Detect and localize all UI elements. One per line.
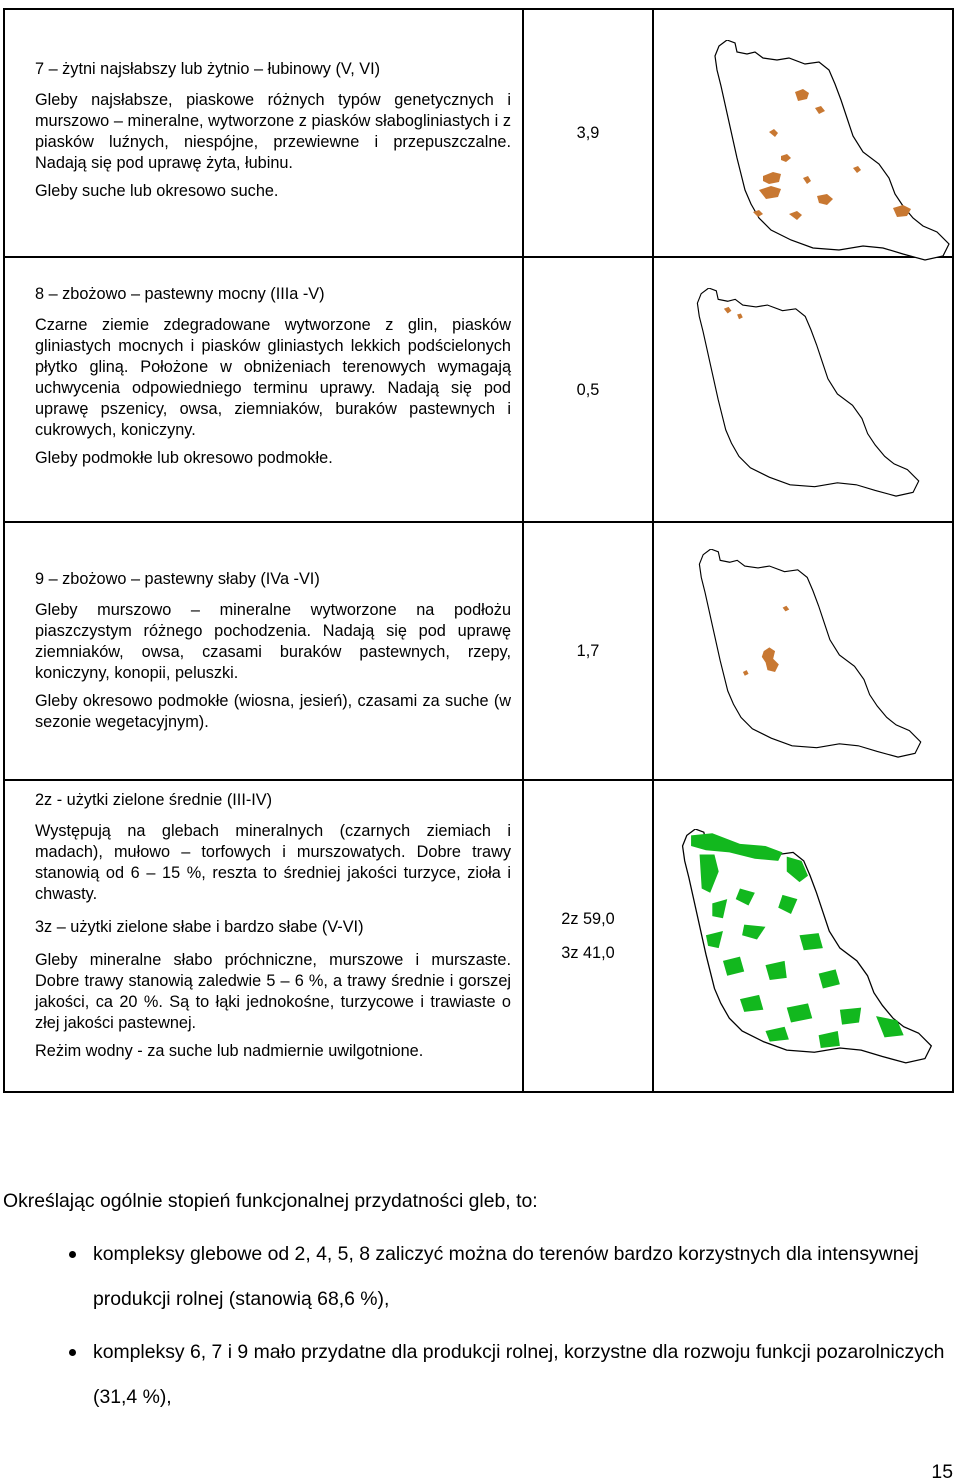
description-cell <box>5 10 524 256</box>
map-cell <box>654 523 952 779</box>
complex-title: 2z - użytki zielone średnie (III-IV) <box>35 791 273 809</box>
list-item <box>3 1232 953 1322</box>
list-item <box>3 1330 953 1420</box>
list-item-text: kompleksy glebowe od 2, 4, 5, 8 zaliczyć można do terenów bardzo korzystnych dla intensywnej produkcji rolnej (stanowią 68,6 %), <box>93 1243 919 1310</box>
complex-description: Gleby murszowo – mineralne wytworzone na podłożu piaszczystym różnego pochodzenia. Nadają się pod uprawę ziemniaków, owsa, czasami buraków pastewnych, rzepy, koniczyny, konopii, peluszki. <box>35 601 511 682</box>
complex-8-map <box>684 288 934 498</box>
grassland-map <box>678 829 938 1065</box>
table-row <box>5 779 952 1091</box>
table-row <box>5 10 952 256</box>
water-regime-note: Gleby suche lub okresowo suche. <box>35 182 279 200</box>
complex-7-map <box>708 40 958 262</box>
share-value: 1,7 <box>576 642 600 660</box>
share-cell <box>524 10 654 256</box>
page-number: 15 <box>931 1461 953 1483</box>
table-row <box>5 521 952 779</box>
complex-description: Czarne ziemie zdegradowane wytworzone z glin, piasków gliniastych mocnych i piasków gliniastych lekkich podścielonych płytko gliną. Położone w obniżeniach terenowych wymagają uchwycenia odpowiedniego terminu uprawy. Nadają się pod uprawę pszenicy, owsa, ziemniaków, buraków pastewnych i cukrowych, koniczyny. <box>35 316 511 439</box>
share-value-2z: 2z 59,0 <box>561 910 615 928</box>
description-cell <box>5 523 524 779</box>
bullet-icon <box>69 1251 76 1258</box>
table-row <box>5 256 952 521</box>
water-regime-note: Gleby okresowo podmokłe (wiosna, jesień), czasami za suche (w sezonie wegetacyjnym). <box>35 692 511 731</box>
share-value: 0,5 <box>576 380 600 399</box>
complex-description: Gleby najsłabsze, piaskowe różnych typów genetycznych i murszowo – mineralne, wytworzone z piasków słabogliniastych i z piasków luźnych, niespójne, przewiewne i przepuszczalne. Nadają się pod uprawę żyta, łubinu. <box>35 91 511 172</box>
complex-description: Gleby mineralne słabo próchniczne, murszowe i murszaste. Dobre trawy stanowią zaledwie 5 – 6 %, a trawy średnie i gorszej jakości, ca 20 %. Są to łąki jednokośne, turzycowe i trawiaste o złej jakości pastewnej. <box>35 951 511 1032</box>
soil-complex-table <box>3 8 954 1093</box>
complex-9-map <box>686 549 936 759</box>
complex-description: Występują na glebach mineralnych (czarnych ziemiach i madach), mułowo – torfowych i murszowatych. Dobre trawy stanowią od 6 – 15 %, reszta to średniej jakości turzyce, zioła i chwasty. <box>35 822 511 903</box>
share-cell <box>524 258 654 521</box>
map-cell <box>654 258 952 521</box>
summary-section <box>3 1190 953 1420</box>
summary-list <box>3 1232 953 1420</box>
complex-title: 7 – żytni najsłabszy lub żytnio – łubinowy (V, VI) <box>35 60 381 78</box>
share-cell <box>524 781 654 1091</box>
share-cell <box>524 523 654 779</box>
list-item-text: kompleksy 6, 7 i 9 mało przydatne dla produkcji rolnej, korzystne dla rozwoju funkcji pozarolniczych (31,4 %), <box>93 1341 945 1408</box>
map-cell <box>654 10 952 256</box>
share-value: 3,9 <box>576 124 600 142</box>
summary-lead: Określając ogólnie stopień funkcjonalnej przydatności gleb, to: <box>3 1190 538 1212</box>
water-regime-note: Gleby podmokłe lub okresowo podmokłe. <box>35 449 333 467</box>
complex-title: 3z – użytki zielone słabe i bardzo słabe (V-VI) <box>35 918 364 936</box>
complex-title: 8 – zbożowo – pastewny mocny (IIIa -V) <box>35 285 325 303</box>
description-cell <box>5 781 524 1091</box>
share-value-3z: 3z 41,0 <box>561 944 615 962</box>
bullet-icon <box>69 1349 76 1356</box>
description-cell <box>5 258 524 521</box>
map-cell <box>654 781 952 1091</box>
complex-title: 9 – zbożowo – pastewny słaby (IVa -VI) <box>35 570 320 588</box>
water-regime-note: Reżim wodny - za suche lub nadmiernie uwilgotnione. <box>35 1042 424 1060</box>
